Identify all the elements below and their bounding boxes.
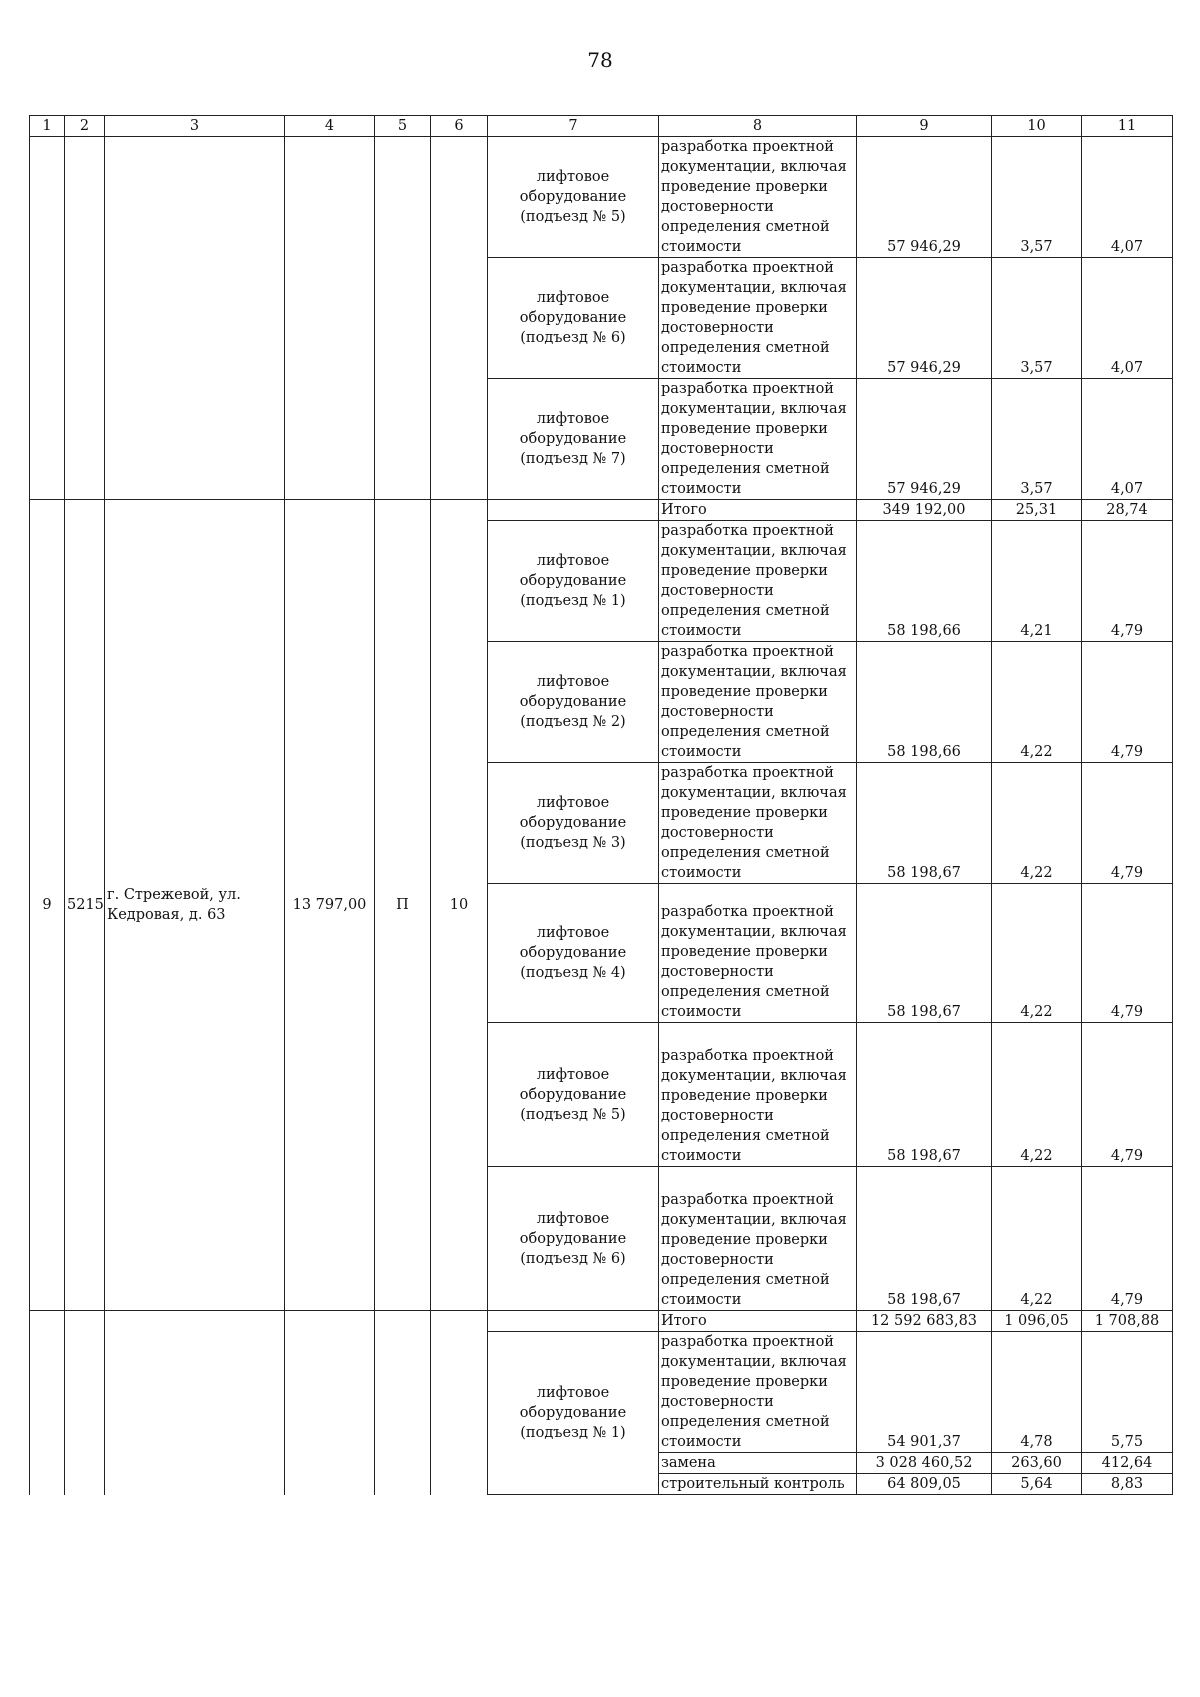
value-cell: 4,22 <box>992 884 1082 1023</box>
header-cell: 5 <box>375 116 431 137</box>
cell-count-empty <box>431 137 488 500</box>
total-item-empty <box>488 500 659 521</box>
total-value: 25,31 <box>992 500 1082 521</box>
cost-cell: 64 809,05 <box>857 1474 992 1495</box>
cost-cell: 57 946,29 <box>857 258 992 379</box>
item-cell: лифтовое оборудование (подъезд № 6) <box>488 1167 659 1311</box>
cost-cell: 58 198,67 <box>857 1023 992 1167</box>
cost-cell: 58 198,67 <box>857 763 992 884</box>
value-cell: 4,79 <box>1082 1023 1173 1167</box>
value-cell: 4,78 <box>992 1332 1082 1453</box>
cost-cell: 58 198,67 <box>857 1167 992 1311</box>
header-cell: 8 <box>659 116 857 137</box>
cell-num-empty <box>30 137 65 500</box>
work-cell: разработка проектной документации, включая проведение проверки достоверности определения сметной стоимости <box>659 1023 857 1167</box>
total-row <box>30 500 1173 521</box>
cell-code: 5215 <box>65 500 105 1311</box>
cost-cell: 3 028 460,52 <box>857 1453 992 1474</box>
cell-code-empty <box>65 137 105 500</box>
cell-num: 9 <box>30 500 65 1311</box>
cell-type-empty <box>375 137 431 500</box>
total-value: 1 708,88 <box>1082 1311 1173 1332</box>
value-cell: 4,21 <box>992 521 1082 642</box>
work-cell: замена <box>659 1453 857 1474</box>
header-cell: 6 <box>431 116 488 137</box>
cell-type: П <box>375 500 431 1311</box>
header-cell: 11 <box>1082 116 1173 137</box>
header-cell: 2 <box>65 116 105 137</box>
cell-area-empty <box>285 1311 375 1495</box>
value-cell: 3,57 <box>992 258 1082 379</box>
value-cell: 4,22 <box>992 763 1082 884</box>
total-value: 1 096,05 <box>992 1311 1082 1332</box>
item-cell: лифтовое оборудование (подъезд № 5) <box>488 1023 659 1167</box>
cost-cell: 57 946,29 <box>857 379 992 500</box>
header-cell: 9 <box>857 116 992 137</box>
item-cell: лифтовое оборудование (подъезд № 3) <box>488 763 659 884</box>
cell-type-empty <box>375 1311 431 1495</box>
value-cell: 4,07 <box>1082 258 1173 379</box>
cell-address-empty <box>105 137 285 500</box>
value-cell: 4,79 <box>1082 1167 1173 1311</box>
cell-count-empty <box>431 1311 488 1495</box>
total-label: Итого <box>659 1311 857 1332</box>
cost-cell: 58 198,66 <box>857 521 992 642</box>
work-cell: строительный контроль <box>659 1474 857 1495</box>
total-cost: 349 192,00 <box>857 500 992 521</box>
header-cell: 7 <box>488 116 659 137</box>
item-cell: лифтовое оборудование (подъезд № 1) <box>488 521 659 642</box>
item-cell: лифтовое оборудование (подъезд № 5) <box>488 137 659 258</box>
work-cell: разработка проектной документации, включая проведение проверки достоверности определения сметной стоимости <box>659 1332 857 1453</box>
value-cell: 263,60 <box>992 1453 1082 1474</box>
page-number: 78 <box>587 48 613 72</box>
work-cell: разработка проектной документации, включая проведение проверки достоверности определения сметной стоимости <box>659 1167 857 1311</box>
cost-cell: 54 901,37 <box>857 1332 992 1453</box>
cost-cell: 58 198,67 <box>857 884 992 1023</box>
value-cell: 4,07 <box>1082 137 1173 258</box>
total-cost: 12 592 683,83 <box>857 1311 992 1332</box>
work-cell: разработка проектной документации, включая проведение проверки достоверности определения сметной стоимости <box>659 258 857 379</box>
table-row <box>30 137 1173 258</box>
value-cell: 5,64 <box>992 1474 1082 1495</box>
cell-area: 13 797,00 <box>285 500 375 1311</box>
cell-num-empty <box>30 1311 65 1495</box>
item-cell: лифтовое оборудование (подъезд № 7) <box>488 379 659 500</box>
header-row <box>30 116 1173 137</box>
header-cell: 1 <box>30 116 65 137</box>
value-cell: 4,79 <box>1082 884 1173 1023</box>
cell-address: г. Стрежевой, ул. Кедровая, д. 63 <box>105 500 285 1311</box>
value-cell: 3,57 <box>992 137 1082 258</box>
cell-area-empty <box>285 137 375 500</box>
value-cell: 4,22 <box>992 1023 1082 1167</box>
value-cell: 4,79 <box>1082 642 1173 763</box>
work-cell: разработка проектной документации, включая проведение проверки достоверности определения сметной стоимости <box>659 379 857 500</box>
value-cell: 8,83 <box>1082 1474 1173 1495</box>
item-cell: лифтовое оборудование (подъезд № 2) <box>488 642 659 763</box>
cell-address-empty <box>105 1311 285 1495</box>
value-cell: 3,57 <box>992 379 1082 500</box>
total-value: 28,74 <box>1082 500 1173 521</box>
cost-cell: 58 198,66 <box>857 642 992 763</box>
total-item-empty <box>488 1311 659 1332</box>
value-cell: 412,64 <box>1082 1453 1173 1474</box>
value-cell: 4,79 <box>1082 763 1173 884</box>
total-row <box>30 1311 1173 1332</box>
cell-count: 10 <box>431 500 488 1311</box>
item-cell: лифтовое оборудование (подъезд № 1) <box>488 1332 659 1495</box>
cost-cell: 57 946,29 <box>857 137 992 258</box>
value-cell: 5,75 <box>1082 1332 1173 1453</box>
header-cell: 3 <box>105 116 285 137</box>
work-cell: разработка проектной документации, включая проведение проверки достоверности определения сметной стоимости <box>659 763 857 884</box>
work-cell: разработка проектной документации, включая проведение проверки достоверности определения сметной стоимости <box>659 642 857 763</box>
value-cell: 4,22 <box>992 642 1082 763</box>
work-cell: разработка проектной документации, включая проведение проверки достоверности определения сметной стоимости <box>659 137 857 258</box>
work-cell: разработка проектной документации, включая проведение проверки достоверности определения сметной стоимости <box>659 521 857 642</box>
value-cell: 4,07 <box>1082 379 1173 500</box>
header-cell: 4 <box>285 116 375 137</box>
total-label: Итого <box>659 500 857 521</box>
value-cell: 4,79 <box>1082 521 1173 642</box>
header-cell: 10 <box>992 116 1082 137</box>
item-cell: лифтовое оборудование (подъезд № 4) <box>488 884 659 1023</box>
item-cell: лифтовое оборудование (подъезд № 6) <box>488 258 659 379</box>
value-cell: 4,22 <box>992 1167 1082 1311</box>
work-cell: разработка проектной документации, включая проведение проверки достоверности определения сметной стоимости <box>659 884 857 1023</box>
cell-code-empty <box>65 1311 105 1495</box>
estimate-table <box>29 115 1173 1495</box>
